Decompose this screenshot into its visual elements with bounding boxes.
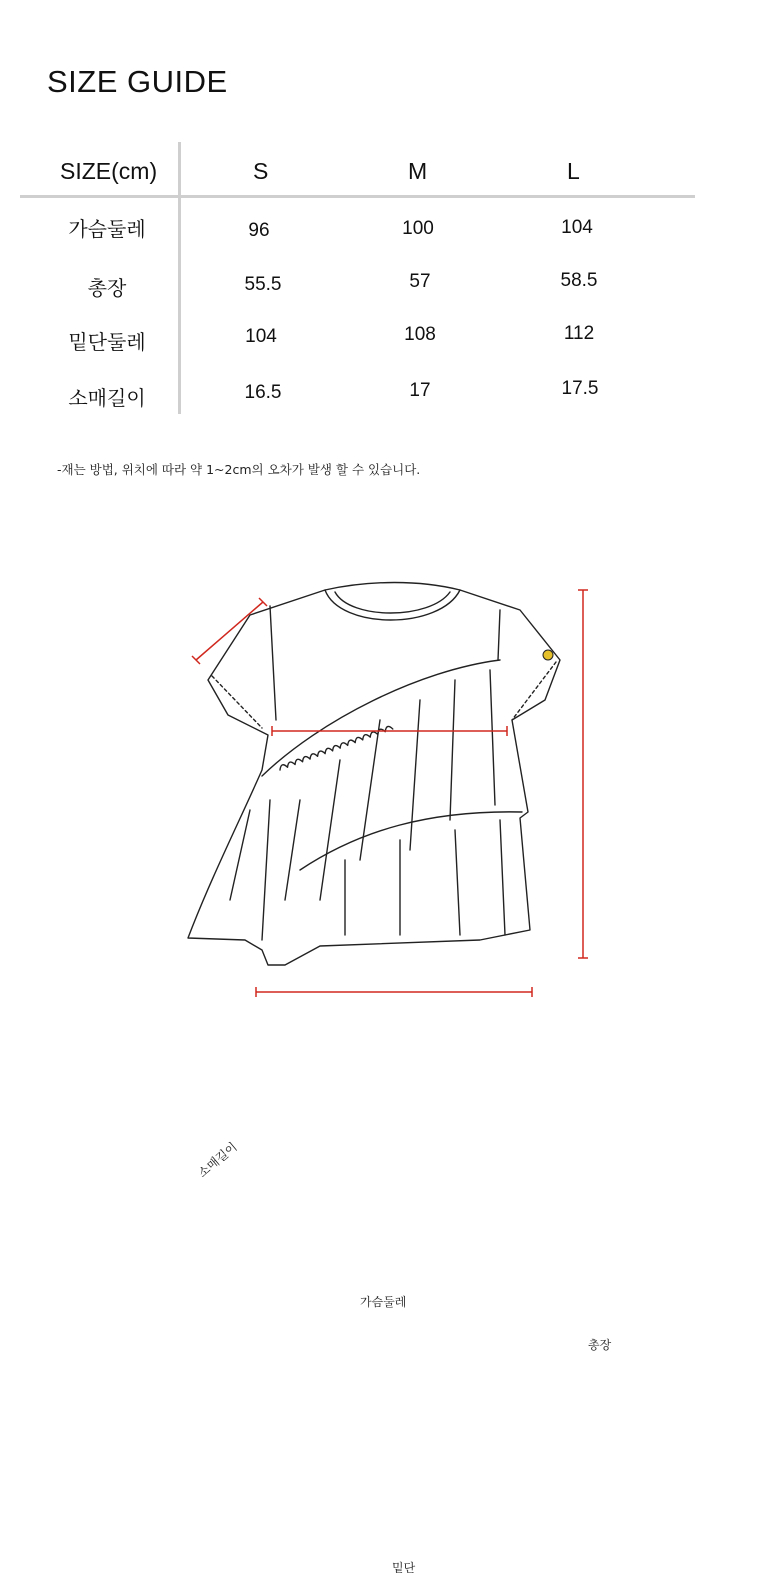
length-measure-line	[578, 590, 588, 958]
sleeve-measure-label: 소매길이	[195, 1139, 240, 1181]
size-header-m: M	[408, 158, 428, 184]
cell-sleeve-s: 16.5	[244, 382, 282, 403]
cell-chest-m: 100	[402, 218, 434, 239]
length-measure-label: 총장	[588, 1338, 612, 1352]
row-label-sleeve: 소매길이	[68, 386, 146, 410]
chest-measure-label: 가슴둘레	[360, 1295, 407, 1309]
size-header-s: S	[253, 158, 269, 184]
cell-sleeve-l: 17.5	[561, 378, 599, 399]
table-vertical-divider	[178, 142, 181, 414]
row-label-hem: 밑단둘레	[68, 330, 146, 354]
cell-length-s: 55.5	[244, 274, 282, 295]
cell-length-m: 57	[409, 271, 431, 292]
chest-measure-line	[272, 726, 507, 736]
hem-measure-line	[256, 987, 532, 997]
row-label-chest: 가슴둘레	[68, 217, 146, 241]
cell-hem-l: 112	[563, 323, 595, 344]
size-guide-title: SIZE GUIDE	[47, 64, 228, 99]
cell-hem-m: 108	[404, 324, 436, 345]
hem-measure-label: 밑단	[392, 1561, 416, 1575]
cell-length-l: 58.5	[560, 270, 598, 291]
measure-lines	[0, 560, 768, 1030]
row-label-length: 총장	[87, 276, 127, 300]
cell-chest-s: 96	[248, 220, 270, 241]
size-header-label: SIZE(cm)	[60, 158, 158, 184]
cell-hem-s: 104	[245, 326, 277, 347]
garment-diagram	[0, 560, 768, 1575]
cell-sleeve-m: 17	[409, 380, 431, 401]
measurement-note: -재는 방법, 위치에 따라 약 1~2cm의 오차가 발생 할 수 있습니다.	[57, 462, 421, 477]
table-horizontal-divider	[20, 195, 695, 198]
cell-chest-l: 104	[561, 217, 593, 238]
sleeve-measure-line	[192, 598, 267, 664]
size-header-l: L	[567, 158, 580, 184]
